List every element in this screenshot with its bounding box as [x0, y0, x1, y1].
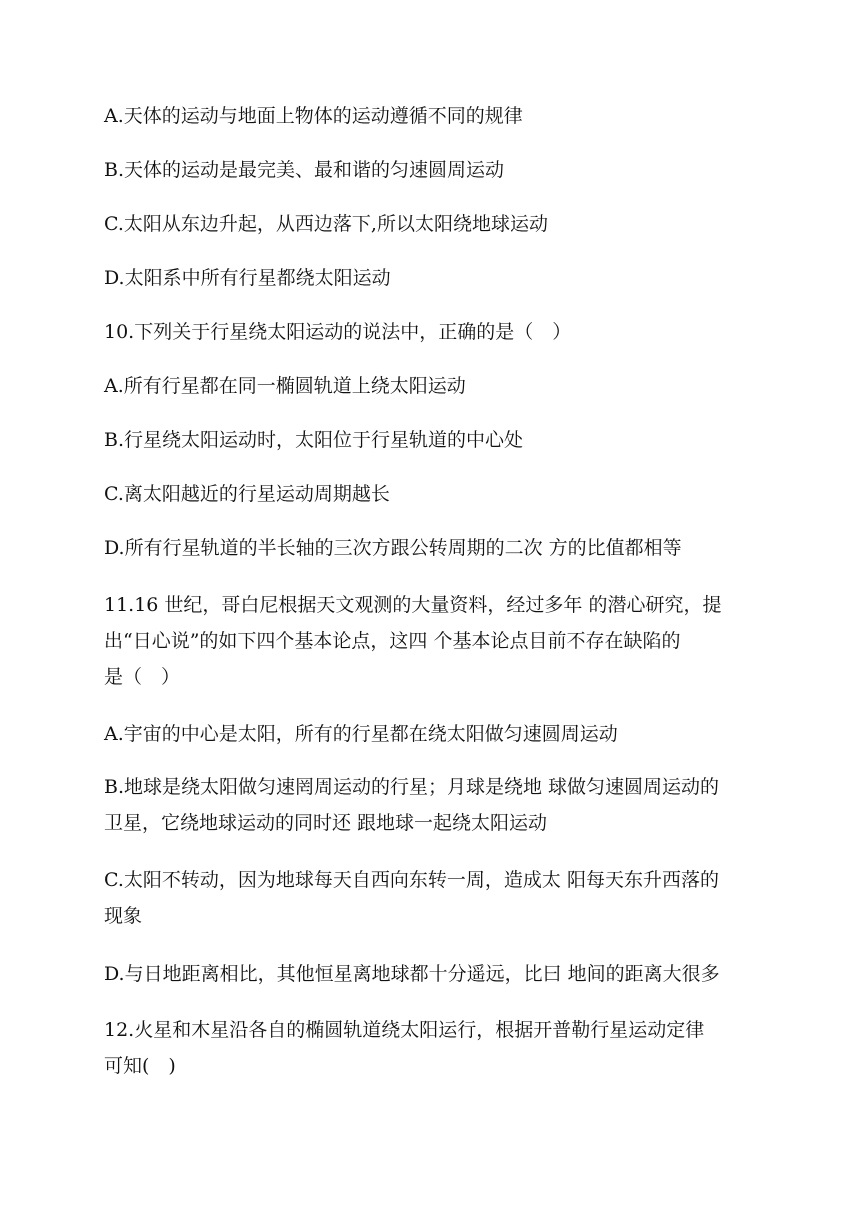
text-line: 可知( ) [104, 1055, 176, 1077]
q9-option-c [104, 206, 764, 242]
text-line: B.行星绕太阳运动时，太阳位于行星轨道的中心处 [104, 429, 524, 451]
text-line: 现象 [104, 905, 143, 927]
q10-option-b [104, 422, 764, 458]
q9-option-b [104, 152, 764, 188]
text-line: 卫星，它绕地球运动的同时还 跟地球一起绕太阳运动 [104, 812, 548, 834]
text-line: D.与日地距离相比，其他恒星离地球都十分遥远，比曰 地间的距离大很多 [104, 963, 720, 985]
text-line: C.太阳不转动，因为地球每天自西向东转一周，造成太 阳每天东升西落的 [104, 869, 719, 891]
text-line: 是（ ） [104, 666, 181, 688]
q9-option-d [104, 260, 764, 296]
text-line: D.太阳系中所有行星都绕太阳运动 [104, 267, 391, 289]
q11-option-a [104, 716, 764, 752]
text-line: A.天体的运动与地面上物体的运动遵循不同的规律 [104, 105, 523, 127]
q10-option-d [104, 530, 764, 566]
q10-option-a [104, 368, 764, 404]
text-line: B.天体的运动是最完美、最和谐的匀速圆周运动 [104, 159, 505, 181]
q11-stem [104, 587, 764, 695]
q11-option-d [104, 956, 764, 992]
text-line: 10.下列关于行星绕太阳运动的说法中，正确的是（ ） [104, 321, 572, 343]
q11-option-b [104, 769, 764, 841]
q9-option-a [104, 98, 764, 134]
q12-stem [104, 1012, 764, 1084]
text-line: 出“日心说”的如下四个基本论点，这四 个基本论点目前不存在缺陷的 [104, 630, 681, 652]
text-line: C.离太阳越近的行星运动周期越长 [104, 483, 390, 505]
q10-stem [104, 314, 764, 350]
q11-option-c [104, 862, 764, 934]
text-line: D.所有行星轨道的半长轴的三次方跟公转周期的二次 方的比值都相等 [104, 537, 682, 559]
text-line: A.宇宙的中心是太阳，所有的行星都在绕太阳做匀速圆周运动 [104, 723, 618, 745]
text-line: 11.16 世纪，哥白尼根据天文观测的大量资料，经过多年 的潜心研究，提 [104, 594, 722, 616]
text-line: B.地球是绕太阳做匀速罔周运动的行星；月球是绕地 球做匀速圆周运动的 [104, 776, 720, 798]
text-line: 12.火星和木星沿各自的椭圆轨道绕太阳运行，根据开普勒行星运动定律 [104, 1019, 705, 1041]
text-line: A.所有行星都在同一椭圆轨道上绕太阳运动 [104, 375, 466, 397]
q10-option-c [104, 476, 764, 512]
text-line: C.太阳从东边升起，从西边落下,所以太阳绕地球运动 [104, 213, 548, 235]
